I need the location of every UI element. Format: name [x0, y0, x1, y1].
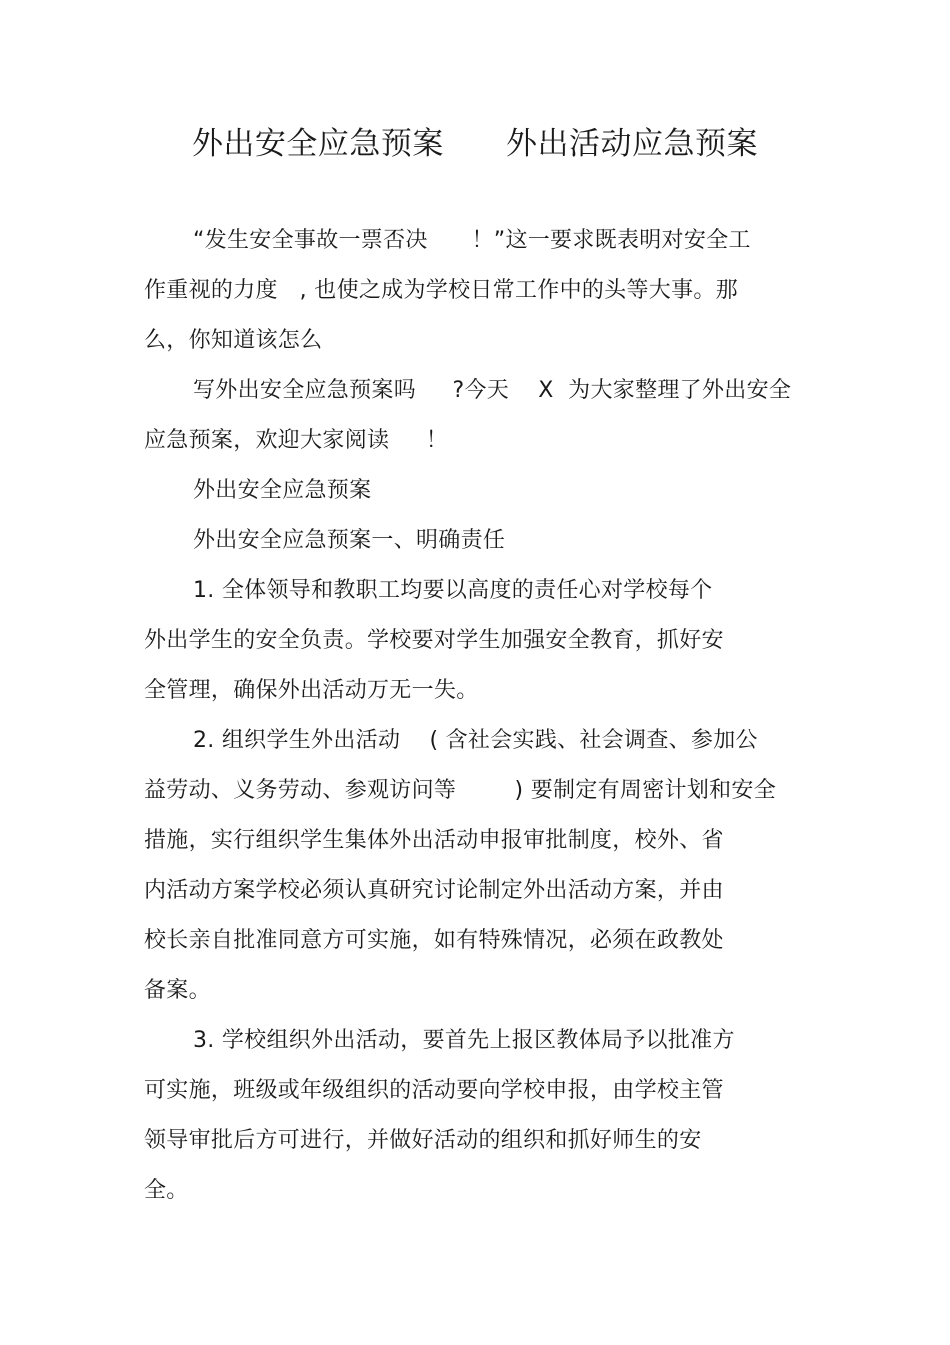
list-item-line: 备案。 — [144, 978, 211, 1003]
paragraph-line: “发生安全事故一票否决 ！”这一要求既表明对安全工 — [193, 228, 751, 253]
list-item-line: 校长亲自批准同意方可实施，如有特殊情况，必须在政教处 — [144, 928, 724, 953]
list-item-line: 益劳动、义务劳动、参观访问等 ) 要制定有周密计划和安全 — [144, 778, 777, 803]
list-item-line: 领导审批后方可进行，并做好活动的组织和抓好师生的安 — [144, 1128, 702, 1153]
section-heading: 外出安全应急预案 — [193, 478, 372, 503]
list-item-line: 外出学生的安全负责。学校要对学生加强安全教育，抓好安 — [144, 628, 724, 653]
paragraph-line: 写外出安全应急预案吗 ?今天 X 为大家整理了外出安全 — [193, 378, 792, 403]
list-item-line: 内活动方案学校必须认真研究讨论制定外出活动方案，并由 — [144, 878, 724, 903]
section-heading: 外出安全应急预案一、明确责任 — [193, 528, 506, 553]
paragraph-line: 作重视的力度 , 也使之成为学校日常工作中的头等大事。那 — [144, 278, 738, 303]
document-title: 外出安全应急预案 外出活动应急预案 — [191, 126, 759, 162]
list-item-line: 1. 全体领导和教职工均要以高度的责任心对学校每个 — [193, 578, 713, 603]
paragraph-line: 应急预案，欢迎大家阅读 ！ — [144, 428, 449, 453]
list-item-line: 3. 学校组织外出活动，要首先上报区教体局予以批准方 — [193, 1028, 735, 1053]
list-item-line: 全。 — [144, 1178, 189, 1203]
paragraph-line: 么，你知道该怎么 — [144, 328, 323, 353]
list-item-line: 全管理，确保外出活动万无一失。 — [144, 678, 479, 703]
list-item-line: 可实施，班级或年级组织的活动要向学校申报，由学校主管 — [144, 1078, 724, 1103]
list-item-line: 措施，实行组织学生集体外出活动申报审批制度，校外、省 — [144, 828, 724, 853]
list-item-line: 2. 组织学生外出活动 ( 含社会实践、社会调查、参加公 — [193, 728, 758, 753]
